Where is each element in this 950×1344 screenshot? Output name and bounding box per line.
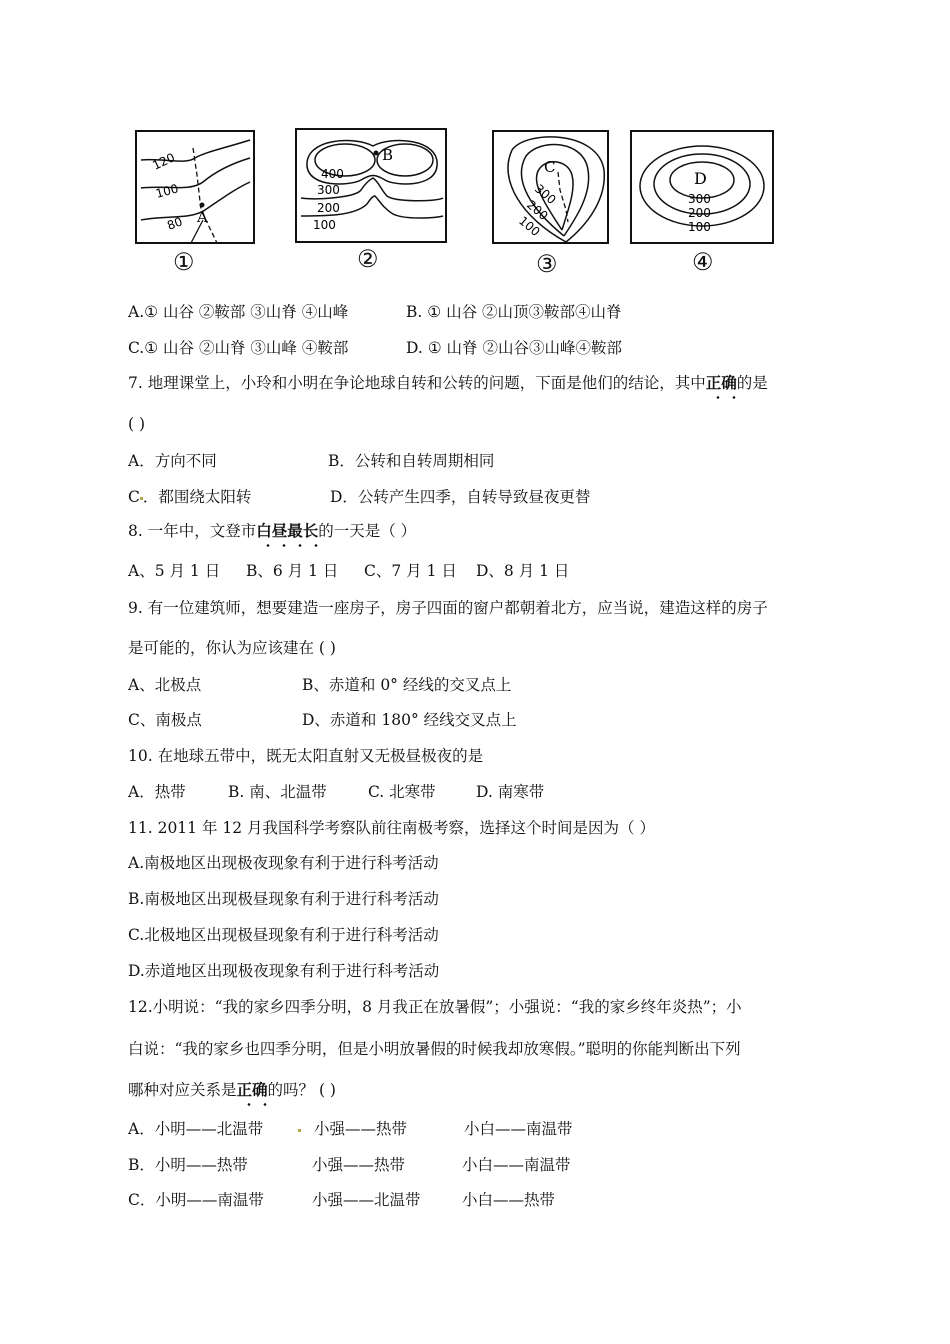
q12-option-b-xiaoqiang: 小强——热带 [312,1156,406,1174]
q8-option-b: B、6 月 1 日 [246,562,339,580]
q10-option-c: C. 北寒带 [368,783,436,801]
q8-stem-emphasis: 白昼最长 [256,521,319,540]
q11-option-a: A.南极地区出现极夜现象有利于进行科考活动 [128,854,439,872]
q12-option-a-xiaobai: 小白——南温带 [464,1120,573,1138]
q12-stem-1: 12.小明说：“我的家乡四季分明，8 月我正在放暑假”；小强说：“我的家乡终年炎热”；小 [128,998,742,1016]
contour-map-2 [295,128,447,273]
map4-contour-100: 100 [688,220,711,234]
q8-option-d: D、8 月 1 日 [476,562,570,580]
q7-stem-emphasis: 正确 [705,373,737,392]
map2-contour-200: 200 [317,201,340,215]
map3-contour-300: 300 [532,181,559,208]
q7-option-c-text: ．都围绕太阳转 [142,488,252,506]
q6-option-b: B. ① 山谷 ②山顶③鞍部④山脊 [406,303,622,321]
q7-option-c [128,487,251,507]
q12-option-a-xiaoming: A．小明——北温带 [128,1120,264,1138]
q7-option-d: D．公转产生四季，自转导致昼夜更替 [330,488,591,506]
q9-option-a: A、北极点 [128,676,202,694]
q8-stem [128,521,416,541]
contour-maps [120,120,800,280]
q7-paren: ( ) [128,415,146,433]
contour-map-4-drawing [630,130,775,246]
map3-contour-200: 200 [524,197,551,224]
q11-option-c: C.北极地区出现极昼现象有利于进行科考活动 [128,926,439,944]
q9-option-c: C、南极点 [128,711,202,729]
q12-stem-emphasis: 正确 [236,1080,268,1099]
q6-option-a: A.① 山谷 ②鞍部 ③山脊 ④山峰 [128,303,349,321]
map1-contour-100: 100 [154,181,180,201]
q12-stem-2: 白说：“我的家乡也四季分明，但是小明放暑假的时候我却放寒假。”聪明的你能判断出下列 [128,1040,741,1058]
map4-label: ④ [692,248,714,276]
q8-stem-text: 8. 一年中，文登市 [128,522,257,540]
contour-map-1 [135,130,255,276]
q7-stem-text: 7. 地理课堂上，小玲和小明在争论地球自转和公转的问题，下面是他们的结论，其中 [128,374,706,392]
stray-mark-dot [298,1129,301,1132]
q10-stem: 10. 在地球五带中，既无太阳直射又无极昼极夜的是 [128,747,484,765]
contour-map-1-drawing [135,130,255,245]
q12-option-c-xiaoqiang: 小强——北温带 [312,1191,421,1209]
q7-option-c-prefix: C [128,488,140,506]
q12-stem-text: 哪种对应关系是 [128,1081,237,1099]
map1-contour-80: 80 [165,214,185,233]
map2-contour-300: 300 [317,183,340,197]
q11-stem: 11. 2011 年 12 月我国科学考察队前往南极考察，选择这个时间是因为（ ） [128,819,655,837]
q12-option-b-xiaobai: 小白——南温带 [462,1156,571,1174]
contour-map-3 [492,130,610,278]
q7-option-b: B．公转和自转周期相同 [328,452,495,470]
q8-stem-end: 的一天是（ ） [318,522,417,540]
q12-stem-end: 的吗？ ( ) [267,1081,336,1099]
map3-point-c: C [544,158,556,176]
map2-contour-100: 100 [313,218,336,232]
q6-option-d: D. ① 山脊 ②山谷③山峰④鞍部 [406,339,622,357]
q12-option-b-xiaoming: B．小明——热带 [128,1156,248,1174]
q12-option-c-xiaoming: C．小明——南温带 [128,1191,264,1209]
map4-contour-200: 200 [688,206,711,220]
contour-map-3-drawing [492,130,610,246]
q7-stem [128,373,768,393]
map4-contour-300: 300 [688,192,711,206]
map1-point-a: A [197,208,208,226]
q10-option-a: A．热带 [128,783,186,801]
map1-contour-120: 120 [150,150,178,173]
q11-option-d: D.赤道地区出现极夜现象有利于进行科考活动 [128,962,440,980]
map3-label: ③ [536,250,558,278]
q12-stem-3 [128,1080,336,1100]
contour-map-2-drawing [295,128,447,245]
map4-point-d: D [694,169,707,188]
q10-option-b: B. 南、北温带 [228,783,327,801]
q8-option-a: A、5 月 1 日 [128,562,221,580]
q8-option-c: C、7 月 1 日 [364,562,457,580]
contour-map-4 [630,130,775,276]
q10-option-d: D. 南寒带 [476,783,545,801]
map2-contour-400: 400 [321,167,344,181]
q11-option-b: B.南极地区出现极昼现象有利于进行科考活动 [128,890,439,908]
map1-label: ① [173,248,195,276]
q9-option-d: D、赤道和 180° 经线交叉点上 [302,711,517,729]
map3-contour-100: 100 [516,213,543,240]
q9-stem-1: 9. 有一位建筑师，想要建造一座房子，房子四面的窗户都朝着北方，应当说，建造这样的房子 [128,599,768,617]
q7-option-a: A．方向不同 [128,452,217,470]
stray-mark-2 [298,1119,301,1139]
q12-option-c-xiaobai: 小白——热带 [462,1191,556,1209]
q12-option-a-xiaoqiang: 小强——热带 [314,1120,408,1138]
q9-stem-2: 是可能的，你认为应该建在 ( ) [128,639,336,657]
q7-stem-end: 的是 [736,374,768,392]
map2-label: ② [357,245,379,273]
map2-point-b: B [382,146,394,164]
q6-option-c: C.① 山谷 ②山脊 ③山峰 ④鞍部 [128,339,349,357]
q9-option-b: B、赤道和 0° 经线的交叉点上 [302,676,512,694]
